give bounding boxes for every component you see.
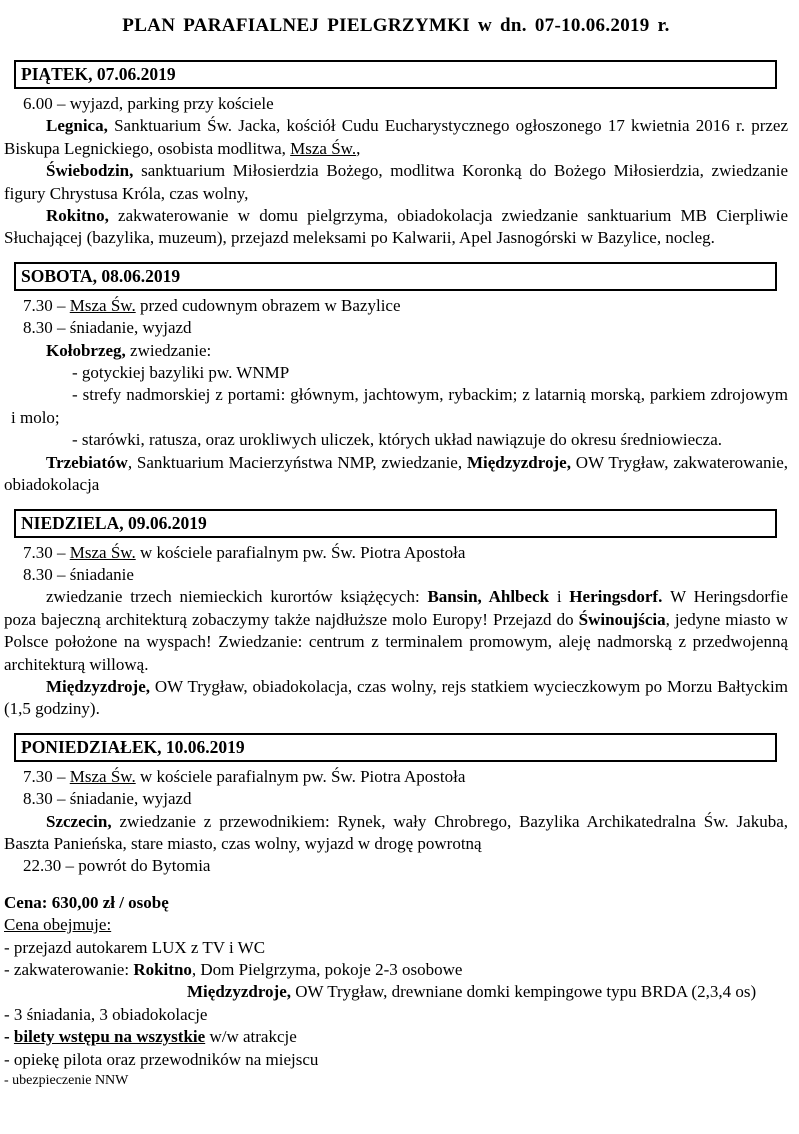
section-sunday (4, 509, 788, 721)
text-run: W Heringsdorfie poza bajeczną architekturą zobaczymy także najdłuższe molo Europy! Przejazd do (4, 587, 788, 629)
include-item (4, 1004, 788, 1026)
include-item (4, 1026, 788, 1048)
mass-underlined: Msza Św. (290, 138, 357, 158)
text-run: 7.30 – (23, 542, 70, 562)
include-item (4, 937, 788, 959)
text-run: - strefy nadmorskiej z portami: głównym, jachtowym, rybackim; z latarnią morską, parkiem zdrojowym i molo; (11, 385, 788, 427)
include-item-small (4, 1071, 788, 1091)
place-name: Legnica, (46, 116, 115, 136)
text-run: , Sanktuarium Macierzyństwa NMP, zwiedzanie, (127, 452, 467, 472)
text-run: , Dom Pielgrzyma, pokoje 2-3 osobowe (191, 960, 463, 979)
sub-bullet (11, 429, 788, 451)
place-name: Rokitno, (46, 206, 119, 226)
text-run: 8.30 – śniadanie (23, 564, 134, 584)
text-run: w kościele parafialnym pw. Św. Piotra Apostoła (135, 542, 466, 562)
text-run: zakwaterowanie w domu pielgrzyma, obiadokolacja zwiedzanie sanktuarium MB Cierpliwie Słuchającej (bazylika, muzeum), przejazd meleksami po Kalwarii, Apel Jasnogórski w Bazylice, nocleg. (4, 206, 788, 248)
text-run: 22.30 – powrót do Bytomia (23, 856, 211, 876)
text-run: - 3 śniadania, 3 obiadokolacje (4, 1004, 208, 1024)
text-run: w/w atrakcje (205, 1027, 297, 1047)
text-run: 8.30 – śniadanie, wyjazd (23, 789, 192, 809)
mass-underlined: Msza Św. (69, 542, 136, 562)
includes-heading: Cena obejmuje: (4, 915, 112, 935)
place-name: Heringsdorf. (569, 587, 671, 607)
section-saturday (4, 262, 788, 497)
sub-bullet (11, 362, 788, 384)
section-header-monday: PONIEDZIAŁEK, 10.06.2019 (14, 733, 777, 762)
text-run: - zakwaterowanie: (4, 960, 134, 979)
itinerary-paragraph (4, 205, 788, 250)
itinerary-paragraph (4, 452, 788, 497)
text-run: 7.30 – (23, 295, 70, 315)
text-run: - gotyckiej bazyliki pw. WNMP (72, 363, 290, 383)
mass-underlined: Msza Św. (69, 766, 136, 786)
section-header-friday: PIĄTEK, 07.06.2019 (14, 60, 777, 89)
text-run: i (556, 587, 570, 607)
text-run: OW Trygław, zakwaterowanie, obiadokolacja (4, 452, 789, 495)
place-name: Międzyzdroje, (466, 452, 576, 472)
text-run: - (4, 1027, 14, 1047)
schedule-time-line (4, 766, 788, 788)
section-friday (4, 60, 788, 250)
schedule-time-line (4, 295, 788, 317)
schedule-time-line (4, 855, 788, 877)
price-block (4, 892, 788, 1091)
schedule-time-line (4, 317, 788, 339)
include-item (4, 959, 788, 981)
place-name: Międzyzdroje, (187, 982, 296, 1002)
itinerary-paragraph (4, 340, 788, 362)
text-run: OW Trygław, obiadokolacja, czas wolny, rejs statkiem wycieczkowym po Morzu Bałtyckim (1,5 godziny). (4, 676, 788, 719)
itinerary-paragraph (4, 115, 788, 160)
text-run: przed cudownym obrazem w Bazylice (135, 295, 401, 315)
include-item (4, 1049, 788, 1071)
section-header-sunday: NIEDZIELA, 09.06.2019 (14, 509, 777, 538)
itinerary-paragraph (4, 811, 788, 856)
text-run: zwiedzanie: (130, 340, 212, 360)
place-name: Świebodzin, (46, 161, 142, 181)
text-run: 7.30 – (23, 766, 70, 786)
tickets-emphasis: bilety wstępu na wszystkie (13, 1027, 206, 1047)
itinerary-paragraph (4, 160, 788, 205)
place-name: Szczecin, (46, 811, 120, 831)
place-name: Międzyzdroje, (46, 676, 155, 696)
text-run: , (356, 138, 361, 158)
text-run: 8.30 – śniadanie, wyjazd (23, 318, 192, 338)
schedule-time-line (4, 564, 788, 586)
place-name: Trzebiatów (46, 452, 128, 472)
text-run: 6.00 – wyjazd, parking przy kościele (23, 94, 274, 113)
schedule-time-line (4, 542, 788, 564)
text-run: OW Trygław, drewniane domki kempingowe typu BRDA (2,3,4 os) (295, 982, 757, 1002)
itinerary-paragraph (4, 586, 788, 676)
section-header-saturday: SOBOTA, 08.06.2019 (14, 262, 777, 291)
page-title: PLAN PARAFIALNEJ PIELGRZYMKI w dn. 07-10.06.2019 r. (122, 15, 670, 36)
text-run: - opiekę pilota oraz przewodników na miejscu (4, 1049, 319, 1069)
itinerary-paragraph (4, 676, 788, 721)
text-run: w kościele parafialnym pw. Św. Piotra Apostoła (135, 766, 466, 786)
place-name: Kołobrzeg, (46, 340, 131, 360)
text-run: zwiedzanie trzech niemieckich kurortów książęcych: (46, 587, 428, 607)
text-run: - przejazd autokarem LUX z TV i WC (4, 937, 266, 957)
section-monday (4, 733, 788, 878)
price-line: Cena: 630,00 zł / osobę (4, 892, 169, 912)
text-run: zwiedzanie z przewodnikiem: Rynek, wały Chrobrego, Bazylika Archikatedralna Św. Jakuba, Baszta Panieńska, stare miasto, czas wolny, wyjazd w drogę powrotną (4, 811, 789, 853)
place-name: Rokitno (133, 960, 192, 979)
place-name: Świnoujścia (578, 609, 666, 629)
schedule-time-line (4, 788, 788, 810)
schedule-time-line (4, 93, 788, 115)
text-run: Sanktuarium Św. Jacka, kościół Cudu Eucharystycznego ogłoszonego 17 kwietnia 2016 r. przez Biskupa Legnickiego, osobista modlitwa, (4, 116, 788, 158)
text-run: - starówki, ratusza, oraz urokliwych uliczek, których układ nawiązuje do okresu średniowiecza. (72, 430, 723, 450)
place-name: Bansin, Ahlbeck (427, 587, 557, 607)
text-run: , jedyne miasto w Polsce położone na wyspach! Zwiedzanie: centrum z terminalem promowym, aleję nadmorską z przedwojenną architekturą willową. (4, 609, 788, 674)
text-run: sanktuarium Miłosierdzia Bożego, modlitwa Koronką do Bożego Miłosierdzia, zwiedzanie figury Chrystusa Króla, czas wolny, (4, 161, 788, 203)
mass-underlined: Msza Św. (69, 295, 136, 315)
sub-bullet (11, 384, 788, 429)
text-run: - ubezpieczenie NNW (4, 1073, 129, 1089)
include-item-indented (4, 981, 788, 1003)
